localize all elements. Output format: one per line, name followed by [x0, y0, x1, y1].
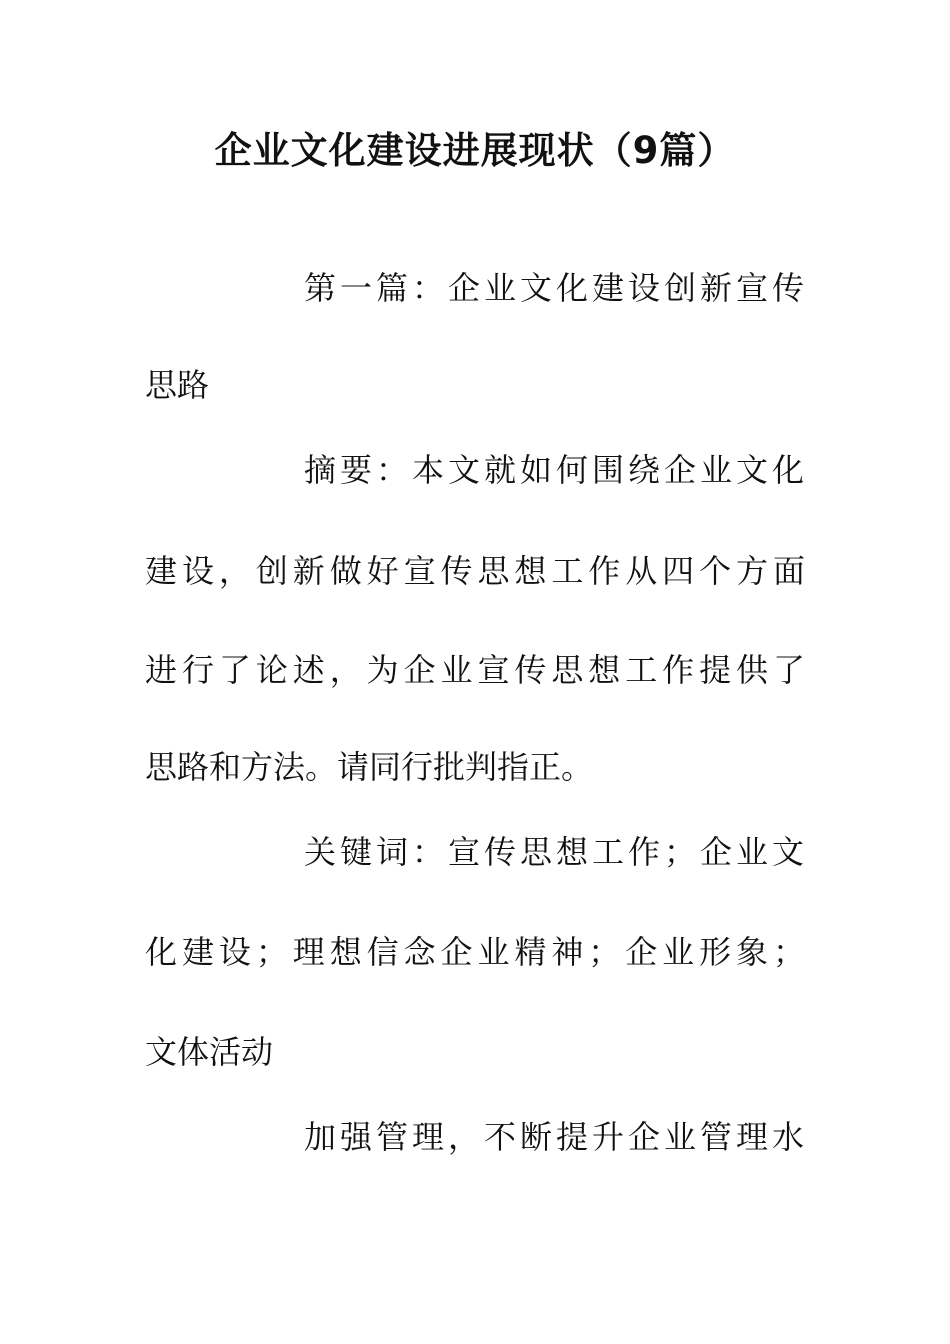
keywords-line-2: 化建设；理想信念企业精神；企业形象； — [145, 933, 805, 971]
abstract-line-2: 建设，创新做好宣传思想工作从四个方面 — [145, 552, 805, 590]
body-paragraph-line-1: 加强管理，不断提升企业管理水 — [304, 1118, 804, 1156]
abstract-line-3: 进行了论述，为企业宣传思想工作提供了 — [145, 651, 805, 689]
abstract-line-1: 摘要：本文就如何围绕企业文化 — [304, 451, 804, 489]
document-title: 企业文化建设进展现状（9篇） — [214, 129, 736, 172]
chapter-heading-line-2: 思路 — [145, 366, 210, 404]
abstract-line-4: 思路和方法。请同行批判指正。 — [145, 748, 594, 786]
keywords-line-3: 文体活动 — [145, 1033, 274, 1071]
chapter-heading-line-1: 第一篇：企业文化建设创新宣传 — [304, 269, 804, 307]
keywords-line-1: 关键词：宣传思想工作；企业文 — [304, 833, 804, 871]
